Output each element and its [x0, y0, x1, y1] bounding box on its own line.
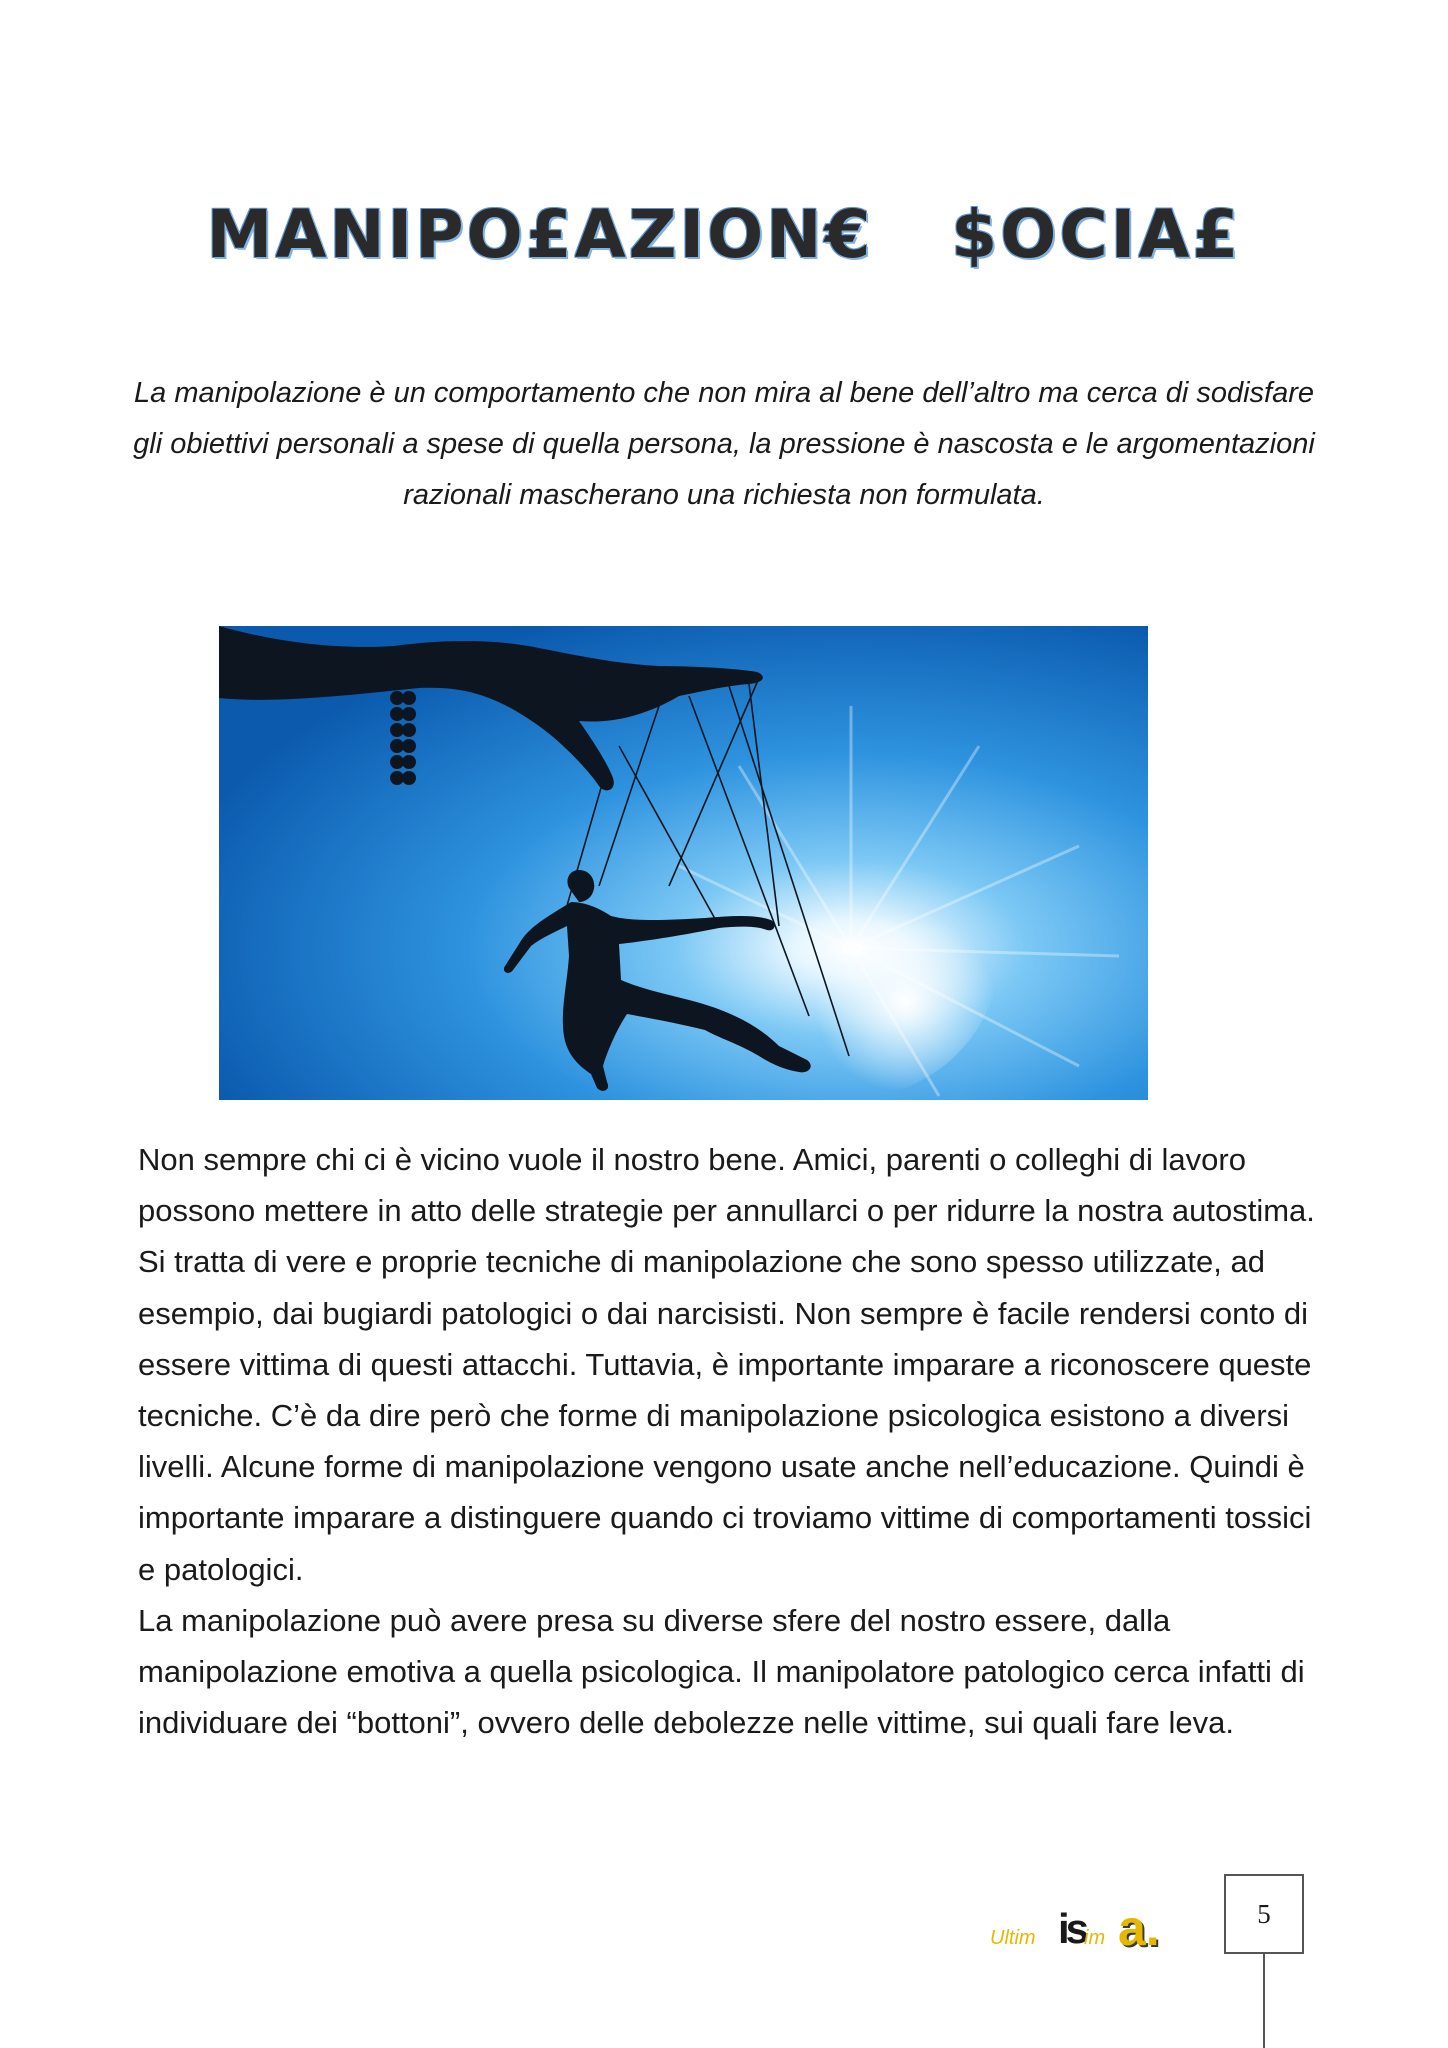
intro-paragraph: La manipolazione è un comportamento che non mira al bene dell’altro ma cerca di sodisfare gli obiettivi personali a spese di quella persona, la pressione è nascosta e le argomentazioni razionali mascherano una richiesta non formulata.	[133, 377, 1315, 511]
page-title: MANIPO£AZION€ $OCIA£	[206, 196, 1242, 273]
page-number: 5	[1257, 1898, 1271, 1929]
logo-ultim-text: Ultim	[990, 1927, 1036, 1949]
logo-is-text: is	[1058, 1905, 1086, 1952]
page-number-line	[1263, 1954, 1265, 2048]
page-number-box	[1224, 1874, 1304, 1954]
ultimissima-logo	[986, 1900, 1166, 1956]
logo-sim-text: im	[1084, 1927, 1106, 1949]
logo-a-text: a.	[1118, 1900, 1160, 1956]
body-paragraph-1: Non sempre chi ci è vicino vuole il nostro bene. Amici, parenti o colleghi di lavoro possono mettere in atto delle strategie per annullarci o per ridurre la nostra autostima. Si tratta di vere e proprie tecniche di manipolazione che sono spesso utilizzate, ad esempio, dai bugiardi patologici o dai narcisisti. Non sempre è facile rendersi conto di essere vittima di questi attacchi. Tuttavia, è importante imparare a riconoscere queste tecniche. C’è da dire però che forme di manipolazione psicologica esistono a diversi livelli. Alcune forme di manipolazione vengono usate anche nell’educazione. Quindi è importante imparare a distinguere quando ci troviamo vittime di comportamenti tossici e patologici.	[138, 1142, 1315, 1587]
body-paragraph-2: La manipolazione può avere presa su diverse sfere del nostro essere, dalla manipolazione emotiva a quella psicologica. Il manipolatore patologico cerca infatti di individuare dei “bottoni”, ovvero delle debolezze nelle vittime, sui quali fare leva.	[138, 1602, 1305, 1741]
puppet-hand-image	[219, 626, 1148, 1100]
body-text	[138, 1134, 1328, 1748]
